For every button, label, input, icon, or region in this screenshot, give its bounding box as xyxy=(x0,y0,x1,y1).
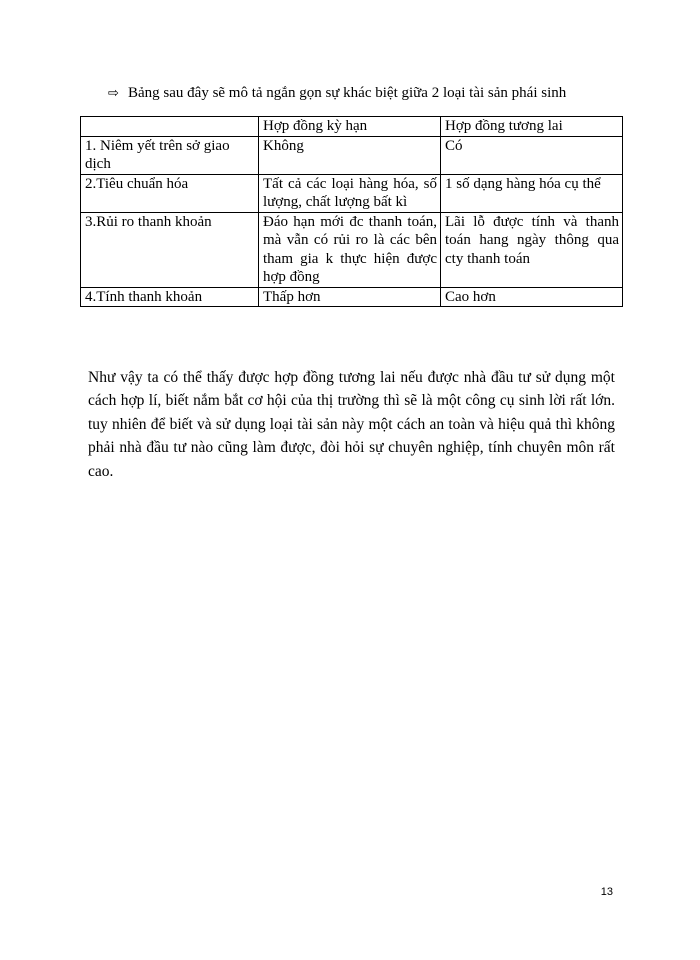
row-label: 3.Rủi ro thanh khoản xyxy=(81,212,259,287)
arrow-right-icon: ⇨ xyxy=(108,86,119,101)
futures-cell: 1 số dạng hàng hóa cụ thể xyxy=(441,174,623,212)
table-row xyxy=(81,212,623,287)
comparison-table xyxy=(80,116,623,307)
forward-cell: Thấp hơn xyxy=(259,287,441,307)
futures-cell: Lãi lỗ được tính và thanh toán hang ngày thông qua cty thanh toán xyxy=(441,212,623,287)
table-header-row xyxy=(81,117,623,137)
row-label: 2.Tiêu chuẩn hóa xyxy=(81,174,259,212)
table-row xyxy=(81,174,623,212)
forward-cell: Không xyxy=(259,136,441,174)
header-cell-forward: Hợp đồng kỳ hạn xyxy=(259,117,441,137)
header-cell-empty xyxy=(81,117,259,137)
row-label: 4.Tính thanh khoản xyxy=(81,287,259,307)
header-cell-futures: Hợp đồng tương lai xyxy=(441,117,623,137)
body-paragraph: Như vậy ta có thể thấy được hợp đồng tương lai nếu được nhà đầu tư sử dụng một cách hợp lí, biết nắm bắt cơ hội của thị trường thì sẽ là một công cụ sinh lời rất lớn. tuy nhiên để biết và sử dụng loại tài sản này một cách an toàn và hiệu quả thì không phải nhà đầu tư nào cũng làm được, đòi hỏi sự chuyên nghiệp, tính chuyên môn rất cao. xyxy=(88,368,615,480)
table-row xyxy=(81,287,623,307)
futures-cell: Có xyxy=(441,136,623,174)
intro-line xyxy=(108,84,628,103)
futures-cell: Cao hơn xyxy=(441,287,623,307)
forward-cell: Đáo hạn mới đc thanh toán, mà vẫn có rủi ro là các bên tham gia k thực hiện được hợp đồng xyxy=(259,212,441,287)
row-label: 1. Niêm yết trên sở giao dịch xyxy=(81,136,259,174)
forward-cell: Tất cả các loại hàng hóa, số lượng, chất lượng bất kì xyxy=(259,174,441,212)
page-number: 13 xyxy=(600,886,613,898)
table-row xyxy=(81,136,623,174)
intro-text: Bảng sau đây sẽ mô tả ngắn gọn sự khác biệt giữa 2 loại tài sản phái sinh xyxy=(128,85,567,101)
